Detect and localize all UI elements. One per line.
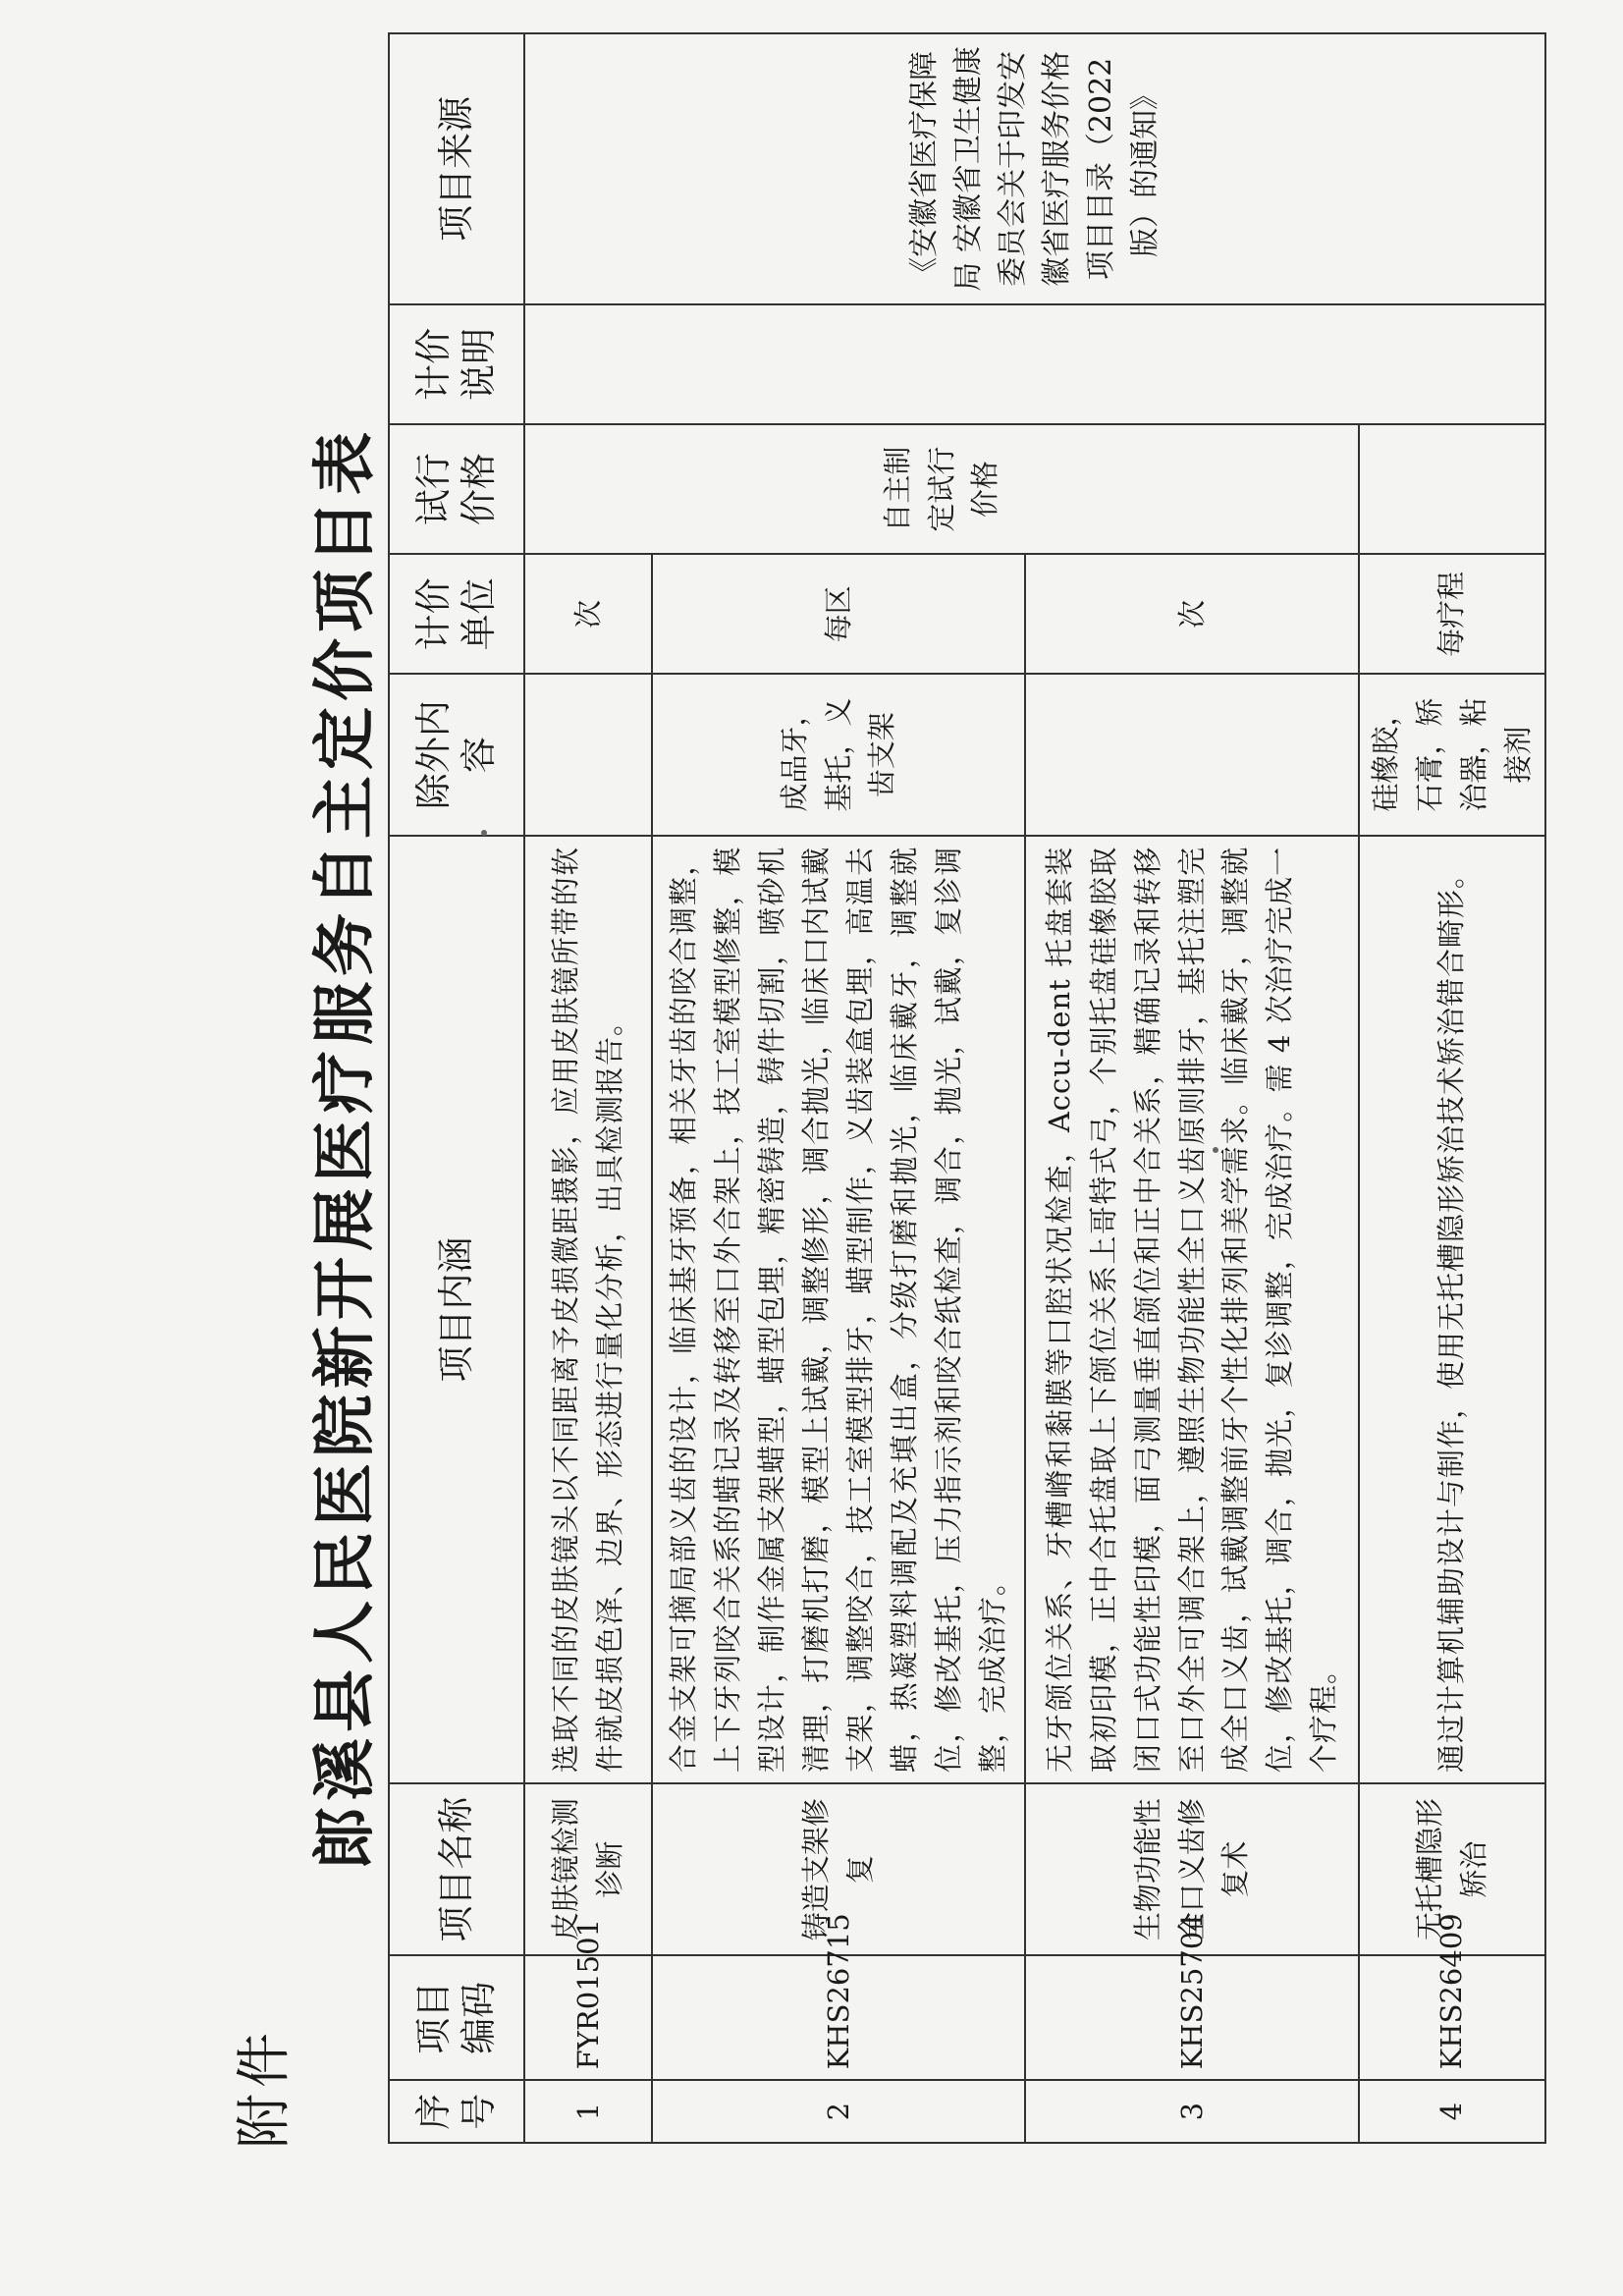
cell-seq: 4: [1359, 2080, 1545, 2143]
header-source: 项目来源: [389, 33, 524, 304]
attachment-label: 附件: [233, 2027, 297, 2149]
table-header-row: [389, 33, 524, 2143]
header-unit: 计价单位: [389, 554, 524, 674]
cell-unit: 每区: [652, 554, 1025, 674]
scan-speck: [481, 830, 487, 836]
cell-content: 无牙颌位关系、牙槽嵴和黏膜等口腔状况检查，Accu-dent 托盘套装取初印模，正中合托盘取上下颌位关系上哥特式弓，个别托盘硅橡胶取闭口式功能性印模，面弓测量垂直颌位和正中合关系，精确记录和转移至口外全可调合架上，遵照生物功能性全口义齿原则排牙，基托注塑完成全口义齿，试戴调整前牙个性化排列和美学需求。临床戴牙，调整就位，修改基托，调合，抛光，复诊调整，完成治疗。需 4 次治疗完成一个疗程。: [1025, 836, 1359, 1783]
cell-name: 铸造支架修复: [652, 1783, 1025, 1955]
cell-trial-price: 自主制定试行价格: [524, 424, 1359, 555]
cell-unit: 每疗程: [1359, 554, 1545, 674]
cell-name: 无托槽隐形矫治: [1359, 1783, 1545, 1955]
cell-exclusion: [1025, 674, 1359, 835]
scan-speck: [1213, 1147, 1218, 1153]
header-exclusion: 除外内容: [389, 674, 524, 835]
cell-name: 皮肤镜检测诊断: [524, 1783, 652, 1955]
table-row: [524, 33, 652, 2143]
cell-content: 选取不同的皮肤镜头以不同距离予皮损微距摄影，应用皮肤镜所带的软件就皮损色泽、边界、形态进行量化分析，出具检测报告。: [524, 836, 652, 1783]
cell-seq: 3: [1025, 2080, 1359, 2143]
header-name: 项目名称: [389, 1783, 524, 1955]
cell-code: KHS26409: [1359, 1955, 1545, 2080]
cell-exclusion: [524, 674, 652, 835]
header-seq: 序号: [389, 2080, 524, 2143]
cell-pricing-note: [524, 304, 1545, 424]
cell-seq: 1: [524, 2080, 652, 2143]
header-code: 项目编码: [389, 1955, 524, 2080]
cell-unit: 次: [524, 554, 652, 674]
header-content: 项目内涵: [389, 836, 524, 1783]
page-title: 郎溪县人民医院新开展医疗服务自主定价项目表: [308, 426, 382, 1870]
cell-content: 合金支架可摘局部义齿的设计，临床基牙预备，相关牙齿的咬合调整，上下牙列咬合关系的蜡记录及转移至口外合架上，技工室模型修整，模型设计，制作金属支架蜡型，蜡型包埋，精密铸造，铸件切割，喷砂机清理，打磨机打磨，模型上试戴，调整修形，调合抛光，临床口内试戴支架，调整咬合，技工室模型排牙，蜡型制作，义齿装盒包埋，高温去蜡，热凝塑料调配及充填出盒，分级打磨和抛光，临床戴牙，调整就位，修改基托，压力指示剂和咬合纸检查，调合，抛光，试戴，复诊调整，完成治疗。: [652, 836, 1025, 1783]
cell-exclusion: 硅橡胶，石膏，矫治器，粘接剂: [1359, 674, 1545, 835]
cell-seq: 2: [652, 2080, 1025, 2143]
cell-exclusion: 成品牙，基托，义齿支架: [652, 674, 1025, 835]
cell-code: FYR01501: [524, 1955, 652, 2080]
cell-name: 生物功能性全口义齿修复术: [1025, 1783, 1359, 1955]
header-pricing-note: 计价说明: [389, 304, 524, 424]
cell-unit: 次: [1025, 554, 1359, 674]
cell-code: KHS25704: [1025, 1955, 1359, 2080]
price-table: [388, 32, 1546, 2144]
cell-content: 通过计算机辅助设计与制作，使用无托槽隐形矫治技术矫治错合畸形。: [1359, 836, 1545, 1783]
cell-trial-price-empty: [1359, 424, 1545, 555]
header-trial-price: 试行价格: [389, 424, 524, 555]
cell-code: KHS26715: [652, 1955, 1025, 2080]
cell-source: 《安徽省医疗保障局 安徽省卫生健康委员会关于印发安徽省医疗服务价格项目目录（2022 版）的通知》: [524, 33, 1545, 304]
